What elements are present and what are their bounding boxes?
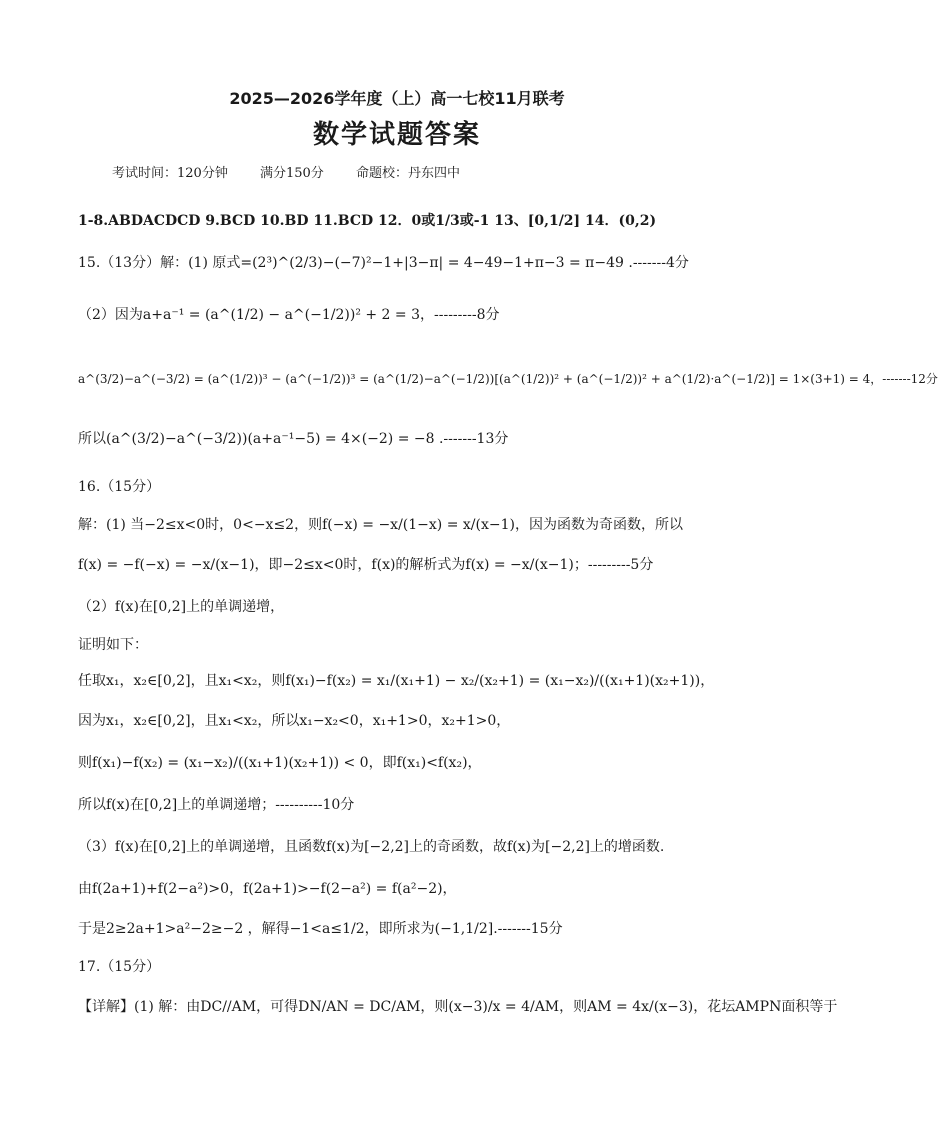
- answer-line-16-3: （2）f(x)在[0,2]上的单调递增，: [78, 599, 285, 615]
- answer-line-17-1: 【详解】(1) 解：由DC//AM，可得DN/AN = DC/AM，则(x−3)/x = 4/AM，则AM = 4x/(x−3)，花坛AMPN面积等于: [78, 999, 838, 1015]
- answer-line-15-4: 所以(a^(3/2)−a^(−3/2))(a+a⁻¹−5) = 4×(−2) = −8 .-------13分: [78, 431, 509, 447]
- answer-line-16-1: 解：(1) 当−2≤x<0时，0<−x≤2，则f(−x) = −x/(1−x) = x/(x−1)，因为函数为奇函数，所以: [78, 517, 683, 533]
- answer-line-15-3: a^(3/2)−a^(−3/2) = (a^(1/2))³ − (a^(−1/2))³ = (a^(1/2)−a^(−1/2))[(a^(1/2))² + (a^(−1/2))² + a^(1/2)·a^(−1/2)] = 1×(3+1) = 4，-------12分: [78, 372, 938, 386]
- answer-line-16-5: 任取x₁，x₂∈[0,2]，且x₁<x₂，则f(x₁)−f(x₂) = x₁/(x₁+1) − x₂/(x₂+1) = (x₁−x₂)/((x₁+1)(x₂+1))，: [78, 673, 715, 689]
- answer-line-16-9: （3）f(x)在[0,2]上的单调递增，且函数f(x)为[−2,2]上的奇函数，故f(x)为[−2,2]上的增函数.: [78, 839, 665, 855]
- question-16-header: 16.（15分）: [78, 479, 161, 495]
- answer-line-16-7: 则f(x₁)−f(x₂) = (x₁−x₂)/((x₁+1)(x₂+1)) < 0，即f(x₁)<f(x₂)，: [78, 755, 482, 771]
- answer-line-16-11: 于是2≥2a+1>a²−2≥−2 ，解得−1<a≤1/2，即所求为(−1,1/2].-------15分: [78, 921, 563, 937]
- answer-line-16-6: 因为x₁，x₂∈[0,2]，且x₁<x₂，所以x₁−x₂<0，x₁+1>0，x₂+1>0，: [78, 713, 511, 729]
- document-title: 数学试题答案: [312, 120, 481, 150]
- answer-line-16-2: f(x) = −f(−x) = −x/(x−1)，即−2≤x<0时，f(x)的解析式为f(x) = −x/(x−1)；---------5分: [78, 557, 654, 573]
- answer-line-15-1: 15.（13分）解：(1) 原式=(2³)^(2/3)−(−7)²−1+|3−π| = 4−49−1+π−3 = π−49 .-------4分: [78, 255, 689, 271]
- setter-school: 命题校：丹东四中: [355, 166, 460, 181]
- exam-meta: [112, 162, 488, 181]
- full-score: 满分150分: [259, 166, 324, 181]
- answer-line-choices: 1-8.ABDACDCD 9.BCD 10.BD 11.BCD 12．0或1/3或-1 13、[0,1/2] 14．(0,2): [78, 213, 657, 229]
- answer-line-16-8: 所以f(x)在[0,2]上的单调递增；----------10分: [78, 797, 355, 813]
- exam-title: 2025—2026学年度（上）高一七校11月联考: [229, 89, 565, 108]
- question-17-header: 17.（15分）: [78, 959, 161, 975]
- answer-line-16-4: 证明如下：: [78, 637, 148, 653]
- exam-time: 考试时间：120分钟: [112, 166, 228, 181]
- answer-line-16-10: 由f(2a+1)+f(2−a²)>0，f(2a+1)>−f(2−a²) = f(a²−2)，: [78, 881, 457, 897]
- answer-line-15-2: （2）因为a+a⁻¹ = (a^(1/2) − a^(−1/2))² + 2 = 3，---------8分: [78, 307, 500, 323]
